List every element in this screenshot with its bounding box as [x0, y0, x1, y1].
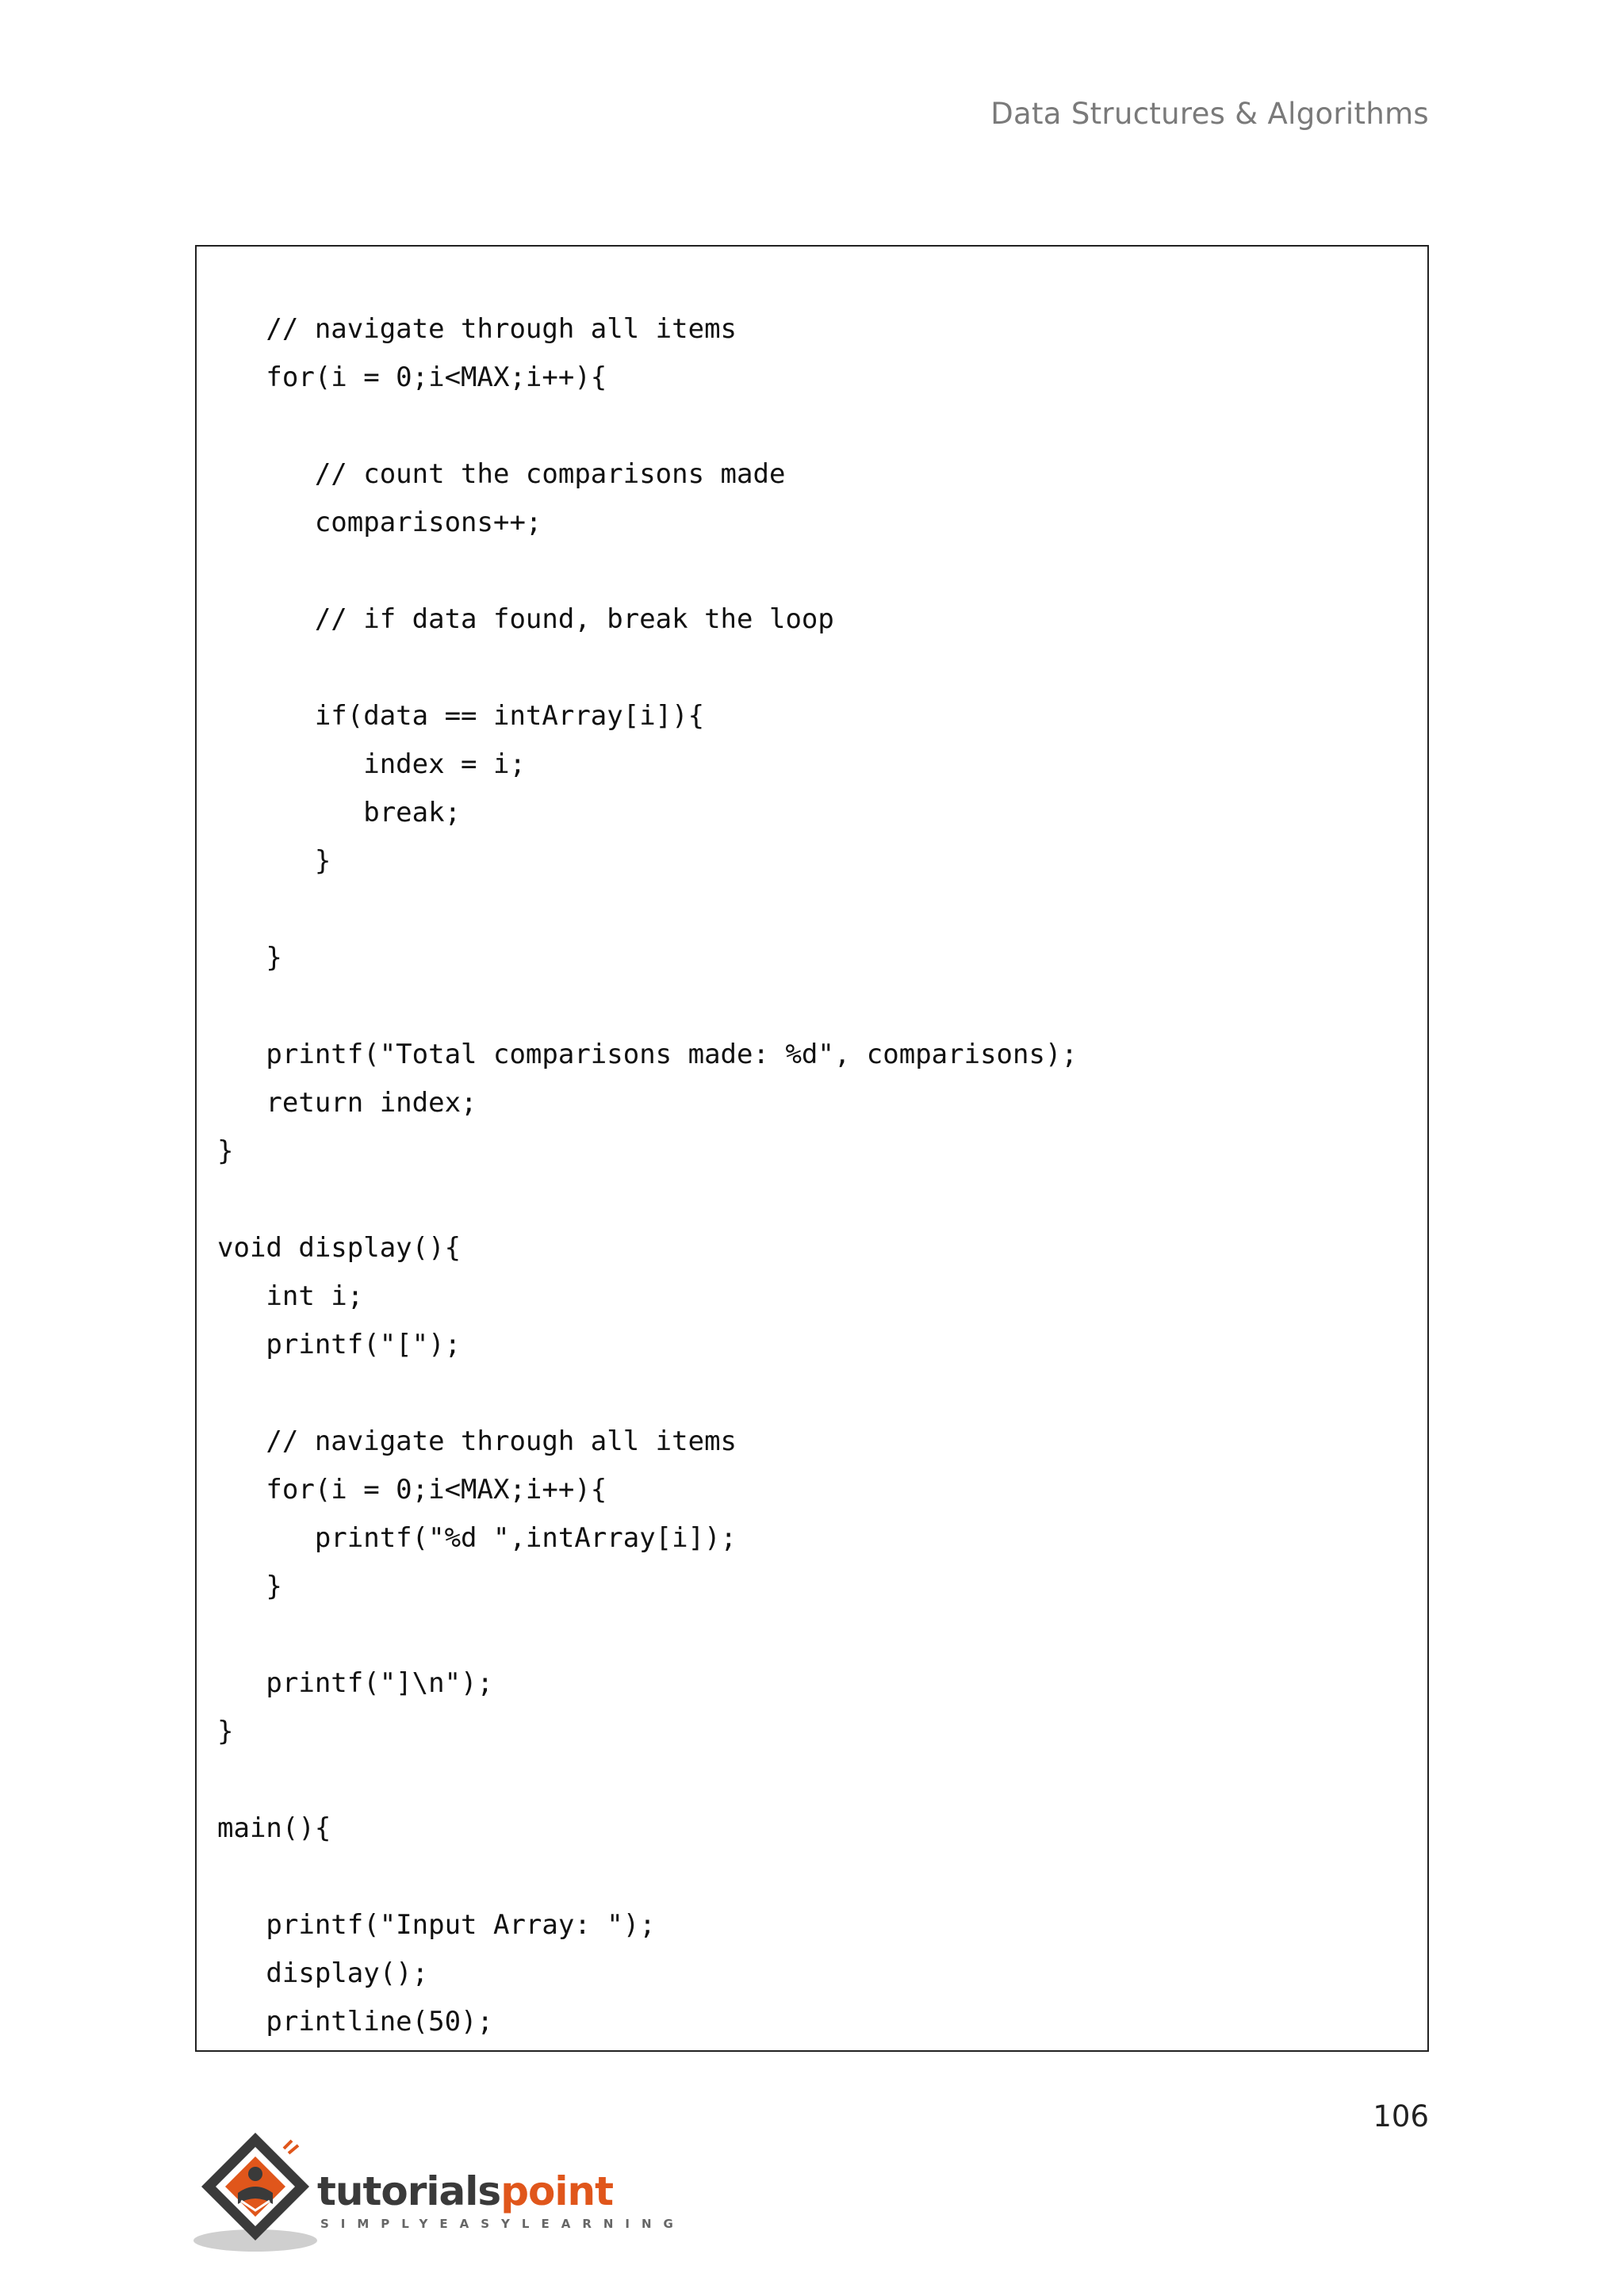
- logo-wordmark: [317, 2169, 613, 2214]
- tutorialspoint-logo: [190, 2125, 685, 2267]
- code-block: [195, 245, 1429, 2052]
- logo-tagline: SIMPLYEASYLEARNING: [320, 2217, 685, 2231]
- logo-wordmark-part1: tutorials: [317, 2168, 501, 2214]
- code-line: }: [217, 845, 331, 877]
- code-line: // if data found, break the loop: [217, 603, 834, 635]
- code-line: printf("]\n");: [217, 1667, 493, 1699]
- code-line: printf("Total comparisons made: %d", comparisons);: [217, 1039, 1078, 1070]
- code-line: // navigate through all items: [217, 313, 737, 345]
- code-line: display();: [217, 1957, 429, 1989]
- code-line: // count the comparisons made: [217, 458, 786, 490]
- code-line: }: [217, 1135, 234, 1167]
- code-line: for(i = 0;i<MAX;i++){: [217, 362, 607, 393]
- code-line: }: [217, 1571, 282, 1602]
- code-line: int i;: [217, 1280, 364, 1312]
- code-line: main(){: [217, 1812, 331, 1844]
- running-header: Data Structures & Algorithms: [990, 97, 1429, 131]
- code-line: printf("%d ",intArray[i]);: [217, 1522, 737, 1554]
- tutorialspoint-logo-icon: [190, 2125, 325, 2260]
- page-number: 106: [1373, 2099, 1429, 2133]
- code-line: return index;: [217, 1087, 477, 1119]
- code-line: printf("[");: [217, 1329, 462, 1360]
- code-line: // navigate through all items: [217, 1425, 737, 1457]
- code-line: index = i;: [217, 748, 526, 780]
- logo-wordmark-part2: point: [500, 2168, 613, 2214]
- code-line: for(i = 0;i<MAX;i++){: [217, 1474, 607, 1506]
- code-line: void display(){: [217, 1232, 462, 1264]
- code-line: printf("Input Array: ");: [217, 1909, 656, 1941]
- code-line: comparisons++;: [217, 507, 542, 538]
- code-line: if(data == intArray[i]){: [217, 700, 705, 732]
- code-line: printline(50);: [217, 2006, 493, 2038]
- code-line: }: [217, 1716, 234, 1747]
- code-line: break;: [217, 797, 462, 828]
- code-line: }: [217, 942, 282, 974]
